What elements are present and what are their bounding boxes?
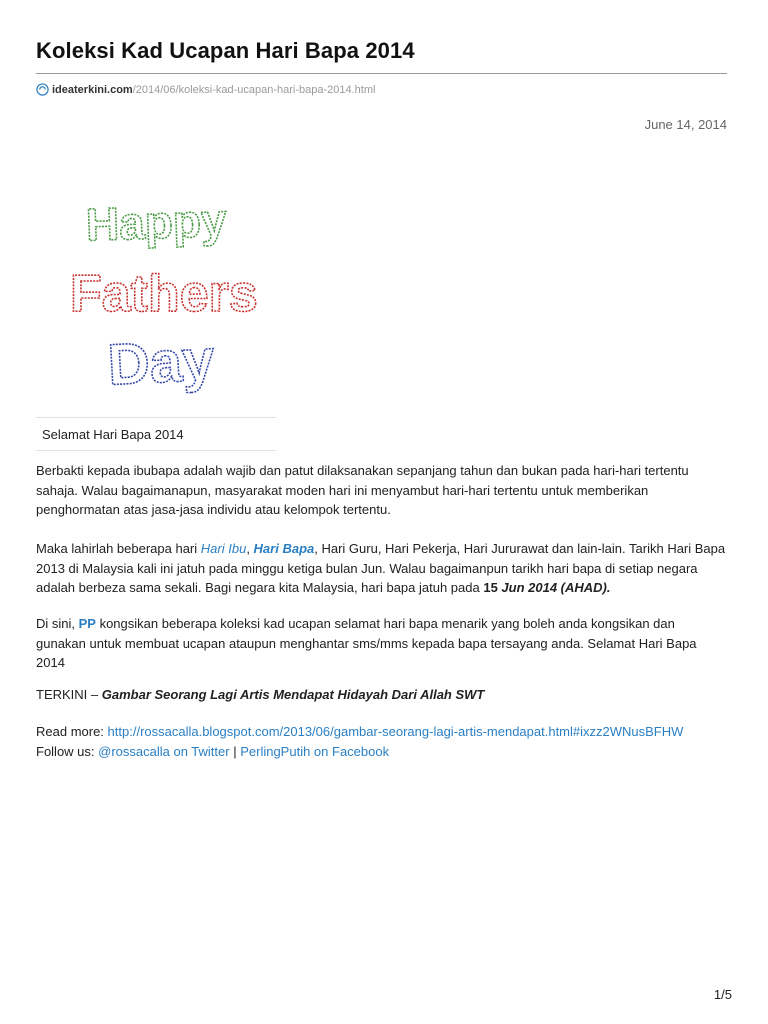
paragraph-terkini: [36, 685, 726, 705]
image-caption-box: [36, 417, 276, 451]
hari-ibu-link[interactable]: Hari Ibu: [200, 541, 247, 556]
follow-divider: |: [229, 743, 241, 759]
source-line: [36, 83, 375, 96]
p2-date-rest: Jun 2014 (AHAD).: [501, 580, 611, 595]
p2-mid: , Hari Guru, Hari Pekerja, Hari Jururawat dan lain-lain. Tarikh Hari Bapa 2013 di Malaysia kali ini jatuh pada minggu ketiga bulan Jun. Walau bagaimanpun tarikh hari bapa di setiap negara adalah berbeza sama sekali. Bagi negara kita Malaysia, hari bapa jatuh pada: [36, 541, 726, 595]
terkini-label: TERKINI –: [36, 687, 102, 702]
page-number: 1/5: [713, 987, 732, 1002]
happy-text: Happy: [84, 193, 228, 251]
pp-link[interactable]: PP: [78, 616, 96, 631]
publish-date: June 14, 2014: [644, 117, 727, 132]
twitter-link[interactable]: @rossacalla on Twitter: [98, 743, 230, 759]
paragraph-1: Berbakti kepada ibubapa adalah wajib dan patut dilaksanakan sepanjang tahun dan bukan pada hari-hari tertentu sahaja. Walau bagaimanapun, masyarakat moden hari ini menyambut hari-hari tertentu untuk memberikan penghormatan atas jasa-jasa individu atau kelompok tertentu.: [36, 463, 689, 517]
footer-links: [36, 722, 726, 761]
fathers-text: Fathers: [70, 265, 258, 323]
p2-sep: ,: [246, 541, 254, 556]
source-domain-link[interactable]: ideaterkini.com: [52, 83, 133, 96]
read-more-link[interactable]: http://rossacalla.blogspot.com/2013/06/gambar-seorang-lagi-artis-mendapat.html#ixzz2WNusBFHW: [107, 724, 684, 739]
day-text: Day: [106, 327, 216, 398]
title-divider: [36, 73, 727, 74]
paragraph-3: [36, 614, 726, 673]
terkini-headline: Gambar Seorang Lagi Artis Mendapat Hidayah Dari Allah SWT: [101, 687, 485, 702]
paragraph-2: [36, 539, 726, 598]
image-caption: Selamat Hari Bapa 2014: [42, 427, 184, 442]
source-path: /2014/06/koleksi-kad-ucapan-hari-bapa-2014.html: [132, 83, 376, 96]
read-more-label: Read more:: [36, 724, 108, 739]
p3-pre: Di sini,: [36, 616, 79, 631]
article-title: Koleksi Kad Ucapan Hari Bapa 2014: [36, 38, 415, 63]
p3-post: kongsikan beberapa koleksi kad ucapan selamat hari bapa menarik yang boleh anda kongsikan dan gunakan untuk membuat ucapan ataupun menghantar sms/mms kepada bapa tersayang anda. Selamat Hari Bapa 2014: [36, 616, 697, 670]
p2-date-day: 15: [483, 580, 502, 595]
fathers-day-image: [62, 186, 272, 406]
follow-label: Follow us:: [36, 743, 99, 759]
globe-icon: [36, 83, 49, 96]
facebook-link[interactable]: PerlingPutih on Facebook: [240, 743, 390, 759]
hari-bapa-link[interactable]: Hari Bapa: [253, 541, 315, 556]
p2-pre: Maka lahirlah beberapa hari: [36, 541, 201, 556]
